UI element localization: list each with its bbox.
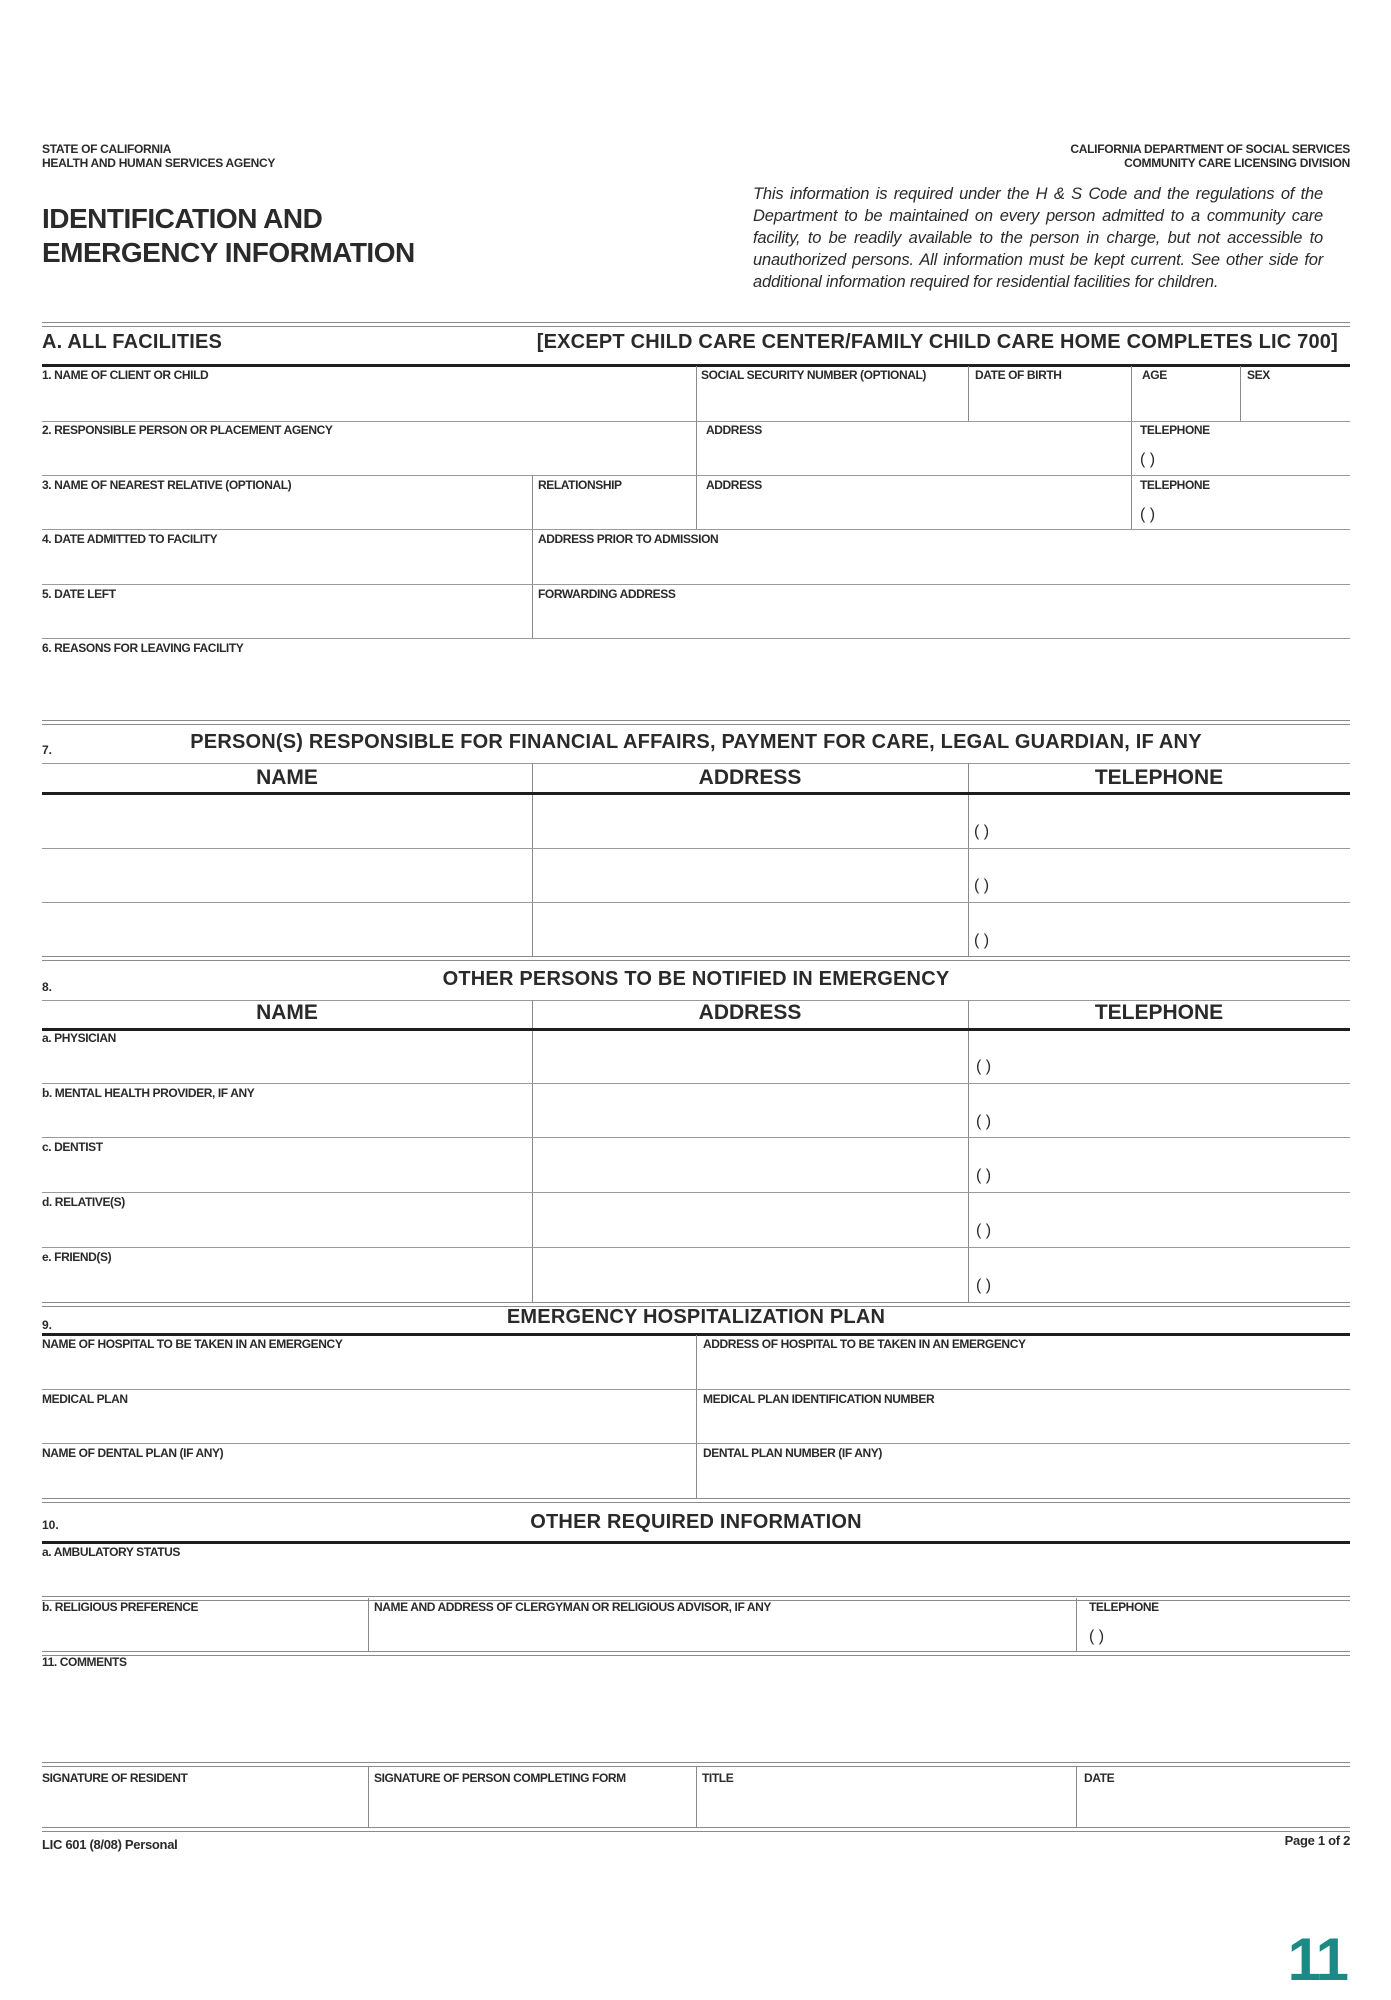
section-7-phone-3[interactable]: ( ): [974, 932, 990, 949]
section-7-telephone-header: TELEPHONE: [1094, 766, 1224, 789]
form-title: [42, 202, 415, 270]
completer-signature-label: SIGNATURE OF PERSON COMPLETING FORM: [374, 1771, 626, 1785]
ambulatory-status-label: a. AMBULATORY STATUS: [42, 1545, 181, 1559]
section-a-rule: [42, 322, 1350, 327]
comments-label: 11. COMMENTS: [42, 1655, 127, 1669]
section-8-telephone-header: TELEPHONE: [1094, 1001, 1224, 1024]
dentist-phone[interactable]: ( ): [976, 1167, 992, 1184]
divider: [1076, 1766, 1077, 1828]
relatives-label: d. RELATIVE(S): [42, 1195, 125, 1209]
relative-address-label: ADDRESS: [706, 478, 762, 492]
divider: [1131, 366, 1132, 529]
divider: [42, 1498, 1350, 1503]
mental-health-provider-label: b. MENTAL HEALTH PROVIDER, IF ANY: [42, 1086, 255, 1100]
section-8-address-header: ADDRESS: [698, 1001, 802, 1024]
friends-phone[interactable]: ( ): [976, 1277, 992, 1294]
divider: [696, 366, 697, 421]
responsible-telephone-label: TELEPHONE: [1140, 423, 1210, 437]
relatives-phone[interactable]: ( ): [976, 1222, 992, 1239]
divider: [368, 1598, 369, 1652]
clergyman-telephone-label: TELEPHONE: [1089, 1600, 1159, 1614]
agency-line-2: HEALTH AND HUMAN SERVICES AGENCY: [42, 156, 276, 170]
dental-plan-label: NAME OF DENTAL PLAN (IF ANY): [42, 1446, 224, 1460]
relationship-label: RELATIONSHIP: [538, 478, 622, 492]
section-7-phone-1[interactable]: ( ): [974, 823, 990, 840]
date-left-label: 5. DATE LEFT: [42, 587, 116, 601]
clergyman-label: NAME AND ADDRESS OF CLERGYMAN OR RELIGIOUS ADVISOR, IF ANY: [374, 1600, 772, 1614]
divider: [368, 1766, 369, 1828]
divider: [532, 475, 533, 639]
section-7-address-header: ADDRESS: [698, 766, 802, 789]
sex-label: SEX: [1247, 368, 1270, 382]
friends-label: e. FRIEND(S): [42, 1250, 112, 1264]
title-label: TITLE: [702, 1771, 734, 1785]
department-header: [1070, 142, 1350, 170]
divider: [42, 1389, 1350, 1390]
divider: [42, 902, 1350, 903]
reasons-leaving-label: 6. REASONS FOR LEAVING FACILITY: [42, 641, 244, 655]
section-7-name-header: NAME: [256, 766, 318, 789]
form-id: LIC 601 (8/08) Personal: [42, 1837, 178, 1852]
relative-telephone-label: TELEPHONE: [1140, 478, 1210, 492]
resident-signature-label: SIGNATURE OF RESIDENT: [42, 1771, 188, 1785]
dentist-label: c. DENTIST: [42, 1140, 103, 1154]
section-7-title: PERSON(S) RESPONSIBLE FOR FINANCIAL AFFAIRS, PAYMENT FOR CARE, LEGAL GUARDIAN, IF ANY: [190, 731, 1202, 753]
dental-plan-number-label: DENTAL PLAN NUMBER (IF ANY): [703, 1446, 882, 1460]
section-9-title: EMERGENCY HOSPITALIZATION PLAN: [506, 1306, 886, 1328]
divider: [42, 1541, 1350, 1544]
divider: [42, 1651, 1350, 1656]
hospital-name-label: NAME OF HOSPITAL TO BE TAKEN IN AN EMERGENCY: [42, 1337, 343, 1351]
divider: [42, 956, 1350, 961]
page-of-pages: Page 1 of 2: [1284, 1833, 1350, 1848]
mental-health-phone[interactable]: ( ): [976, 1113, 992, 1130]
section-10-number: 10.: [42, 1518, 59, 1532]
divider: [1076, 1598, 1077, 1652]
medical-plan-label: MEDICAL PLAN: [42, 1392, 128, 1406]
agency-line-1: STATE OF CALIFORNIA: [42, 142, 172, 156]
divider: [42, 584, 1350, 585]
clergyman-phone[interactable]: ( ): [1089, 1628, 1105, 1645]
section-7-phone-2[interactable]: ( ): [974, 877, 990, 894]
medical-plan-id-label: MEDICAL PLAN IDENTIFICATION NUMBER: [703, 1392, 935, 1406]
divider: [42, 638, 1350, 639]
divider: [42, 763, 1350, 764]
divider: [42, 1137, 1350, 1138]
divider: [42, 1028, 1350, 1031]
divider: [42, 1443, 1350, 1444]
section-8-number: 8.: [42, 980, 53, 994]
divider: [968, 366, 969, 421]
relative-name-label: 3. NAME OF NEAREST RELATIVE (OPTIONAL): [42, 478, 292, 492]
divider: [42, 792, 1350, 795]
address-prior-label: ADDRESS PRIOR TO ADMISSION: [538, 532, 719, 546]
divider: [42, 529, 1350, 530]
physician-phone[interactable]: ( ): [976, 1058, 992, 1075]
dob-label: DATE OF BIRTH: [975, 368, 1062, 382]
responsible-phone-field[interactable]: ( ): [1140, 451, 1156, 468]
forwarding-address-label: FORWARDING ADDRESS: [538, 587, 676, 601]
divider: [42, 848, 1350, 849]
form-title-line-2: EMERGENCY INFORMATION: [42, 237, 415, 268]
section-9-number: 9.: [42, 1318, 53, 1332]
department-line-1: CALIFORNIA DEPARTMENT OF SOCIAL SERVICES: [1070, 142, 1350, 156]
divider: [42, 720, 1350, 725]
section-7-number: 7.: [42, 743, 53, 757]
divider: [42, 1827, 1350, 1832]
department-line-2: COMMUNITY CARE LICENSING DIVISION: [1124, 156, 1350, 170]
relative-phone-field[interactable]: ( ): [1140, 506, 1156, 523]
age-label: AGE: [1142, 368, 1167, 382]
page-number: 11: [1287, 1926, 1347, 1993]
section-a-note: [EXCEPT CHILD CARE CENTER/FAMILY CHILD CARE HOME COMPLETES LIC 700]: [536, 331, 1338, 353]
agency-header: [42, 142, 275, 170]
form-title-line-1: IDENTIFICATION AND: [42, 203, 323, 234]
responsible-address-label: ADDRESS: [706, 423, 762, 437]
divider: [696, 1335, 697, 1498]
divider: [968, 1000, 969, 1302]
responsible-person-label: 2. RESPONSIBLE PERSON OR PLACEMENT AGENCY: [42, 423, 333, 437]
ssn-label: SOCIAL SECURITY NUMBER (OPTIONAL): [701, 368, 927, 382]
client-name-label: 1. NAME OF CLIENT OR CHILD: [42, 368, 209, 382]
form-page: [42, 0, 1350, 2000]
religious-preference-label: b. RELIGIOUS PREFERENCE: [42, 1600, 199, 1614]
physician-label: a. PHYSICIAN: [42, 1031, 116, 1045]
hospital-address-label: ADDRESS OF HOSPITAL TO BE TAKEN IN AN EMERGENCY: [703, 1337, 1026, 1351]
divider: [42, 1083, 1350, 1084]
section-8-title: OTHER PERSONS TO BE NOTIFIED IN EMERGENCY: [442, 968, 950, 990]
intro-paragraph: This information is required under the H & S Code and the regulations of the Department to be maintained on every person admitted to a community care facility, to be readily available to the person in charge, but not accessible to unauthorized persons. All information must be kept current. See other side for additional information required for residential facilities for children.: [753, 185, 1323, 291]
divider: [42, 475, 1350, 476]
date-admitted-label: 4. DATE ADMITTED TO FACILITY: [42, 532, 218, 546]
divider: [696, 1766, 697, 1828]
section-8-name-header: NAME: [256, 1001, 318, 1024]
divider: [1240, 366, 1241, 421]
divider: [42, 1247, 1350, 1248]
divider: [532, 1000, 533, 1302]
date-label: DATE: [1084, 1771, 1115, 1785]
section-10-title: OTHER REQUIRED INFORMATION: [530, 1511, 862, 1533]
divider: [42, 1192, 1350, 1193]
section-a-title: A. ALL FACILITIES: [42, 331, 223, 353]
